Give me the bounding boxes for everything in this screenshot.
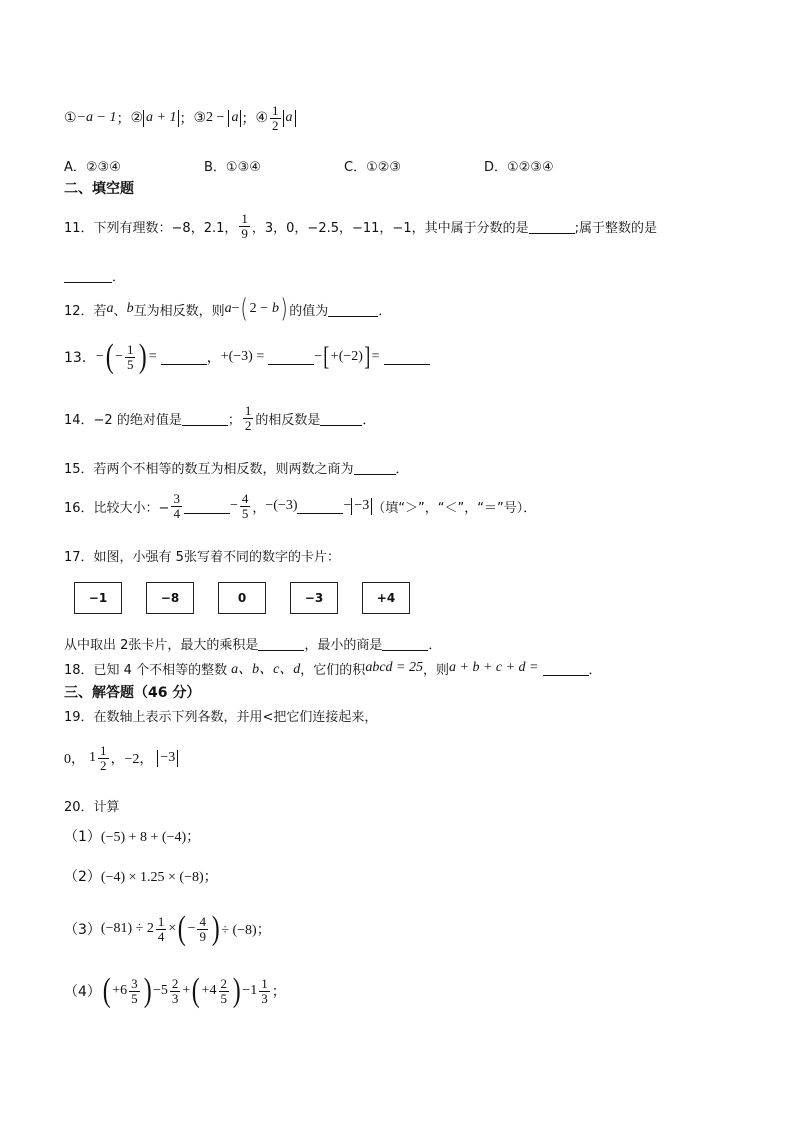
q11-continued: ． [64, 266, 125, 285]
q19-fraction: $\frac{1}{2}$ [100, 743, 107, 773]
answer-blank[interactable] [64, 268, 112, 283]
q19-numbers: 0， 1 $\frac{1}{2}$ ，−2， −3 [64, 744, 178, 772]
number-card: +4 [362, 582, 410, 614]
separator: ； [179, 111, 194, 128]
section3-title: 三、解答题（46 分） [64, 685, 201, 701]
option-b[interactable]: B．①③④ [204, 160, 261, 175]
item3-label: ③ [193, 110, 207, 127]
number-card: −1 [74, 582, 122, 614]
item2-label: ② [130, 110, 144, 127]
item3-lead: 2 − [206, 110, 225, 126]
answer-blank[interactable] [529, 219, 575, 234]
q13-fraction: $\frac{1}{5}$ [126, 341, 134, 372]
q20-part1: （1） (−5) + 8 + (−4)； [64, 829, 201, 845]
option-a[interactable]: A．②③④ [64, 160, 121, 175]
q14: 14．−2 的绝对值是 ； $\frac{1}{2}$ 的相反数是 ． [64, 403, 376, 433]
answer-blank[interactable] [161, 350, 207, 365]
q20-part4: （4） ( +6 $\frac{3}{5}$ ) −5 $\frac{2}{3}$ + ( +4 $\frac{2}{5}$ ) −1 $\frac{1}{3}$ ； [64, 972, 286, 1009]
item3-abs: a [228, 110, 241, 127]
q17: 17．如图，小强有 5张写着不同的数字的卡片： [64, 550, 340, 565]
q16-fraction-2: $\frac{4}{5}$ [241, 491, 249, 521]
q20-title: 20．计算 [64, 800, 120, 815]
separator: ； [241, 111, 256, 128]
answer-blank[interactable] [184, 499, 230, 514]
answer-blank[interactable] [382, 636, 428, 651]
q10-items [64, 104, 296, 132]
answer-blank[interactable] [328, 302, 378, 317]
q11: 11．下列有理数：−8，2.1， $\frac{1}{9}$ ，3，0，−2.5，−11，−1，其中属于分数的是 ;属于整数的是 [64, 211, 657, 241]
item4-fraction: $\frac{1}{2}$ [272, 103, 279, 133]
number-card: −8 [146, 582, 194, 614]
q16-fraction-1: $\frac{3}{4}$ [173, 491, 180, 521]
item2-abs: a + 1 [143, 110, 179, 127]
q17-followup: 从中取出 2张卡片，最大的乘积是 ，最小的商是 ． [64, 638, 442, 653]
item4-label: ④ [255, 110, 269, 127]
option-d[interactable]: D．①②③④ [484, 160, 554, 175]
q12: 12．若 a 、 b 互为相反数，则 a − ( 2 − b ) 的值为 ． [64, 294, 392, 324]
q14-fraction: $\frac{1}{2}$ [244, 403, 252, 433]
answer-blank[interactable] [384, 350, 430, 365]
answer-blank[interactable] [320, 411, 362, 426]
answer-blank[interactable] [268, 350, 314, 365]
number-card: 0 [218, 582, 266, 614]
q20-part3: （3） (−81) ÷ 2 $\frac{1}{4}$ × ( − $\frac{4}{9}$ ) ÷ (−8)； [64, 910, 271, 947]
option-c[interactable]: C．①②③ [344, 160, 402, 175]
answer-blank[interactable] [297, 499, 343, 514]
item4-abs: a [283, 110, 296, 127]
q16: 16．比较大小：− $\frac{3}{4}$ − $\frac{4}{5}$ ， −(−3) − −3 （填“＞”，“＜”，“＝”号）． [64, 491, 537, 521]
answer-blank[interactable] [543, 661, 589, 676]
answer-blank[interactable] [258, 636, 304, 651]
q15: 15．若两个不相等的数互为相反数，则两数之商为 ． [64, 462, 409, 477]
item1-expr: −a − 1 [76, 110, 117, 126]
section2-title: 二、填空题 [64, 181, 134, 197]
q19: 19．在数轴上表示下列各数，并用<把它们连接起来， [64, 710, 378, 725]
answer-blank[interactable] [182, 411, 228, 426]
answer-blank[interactable] [354, 460, 396, 475]
q18: 18．已知 4 个不相等的整数 a、b、c、d ，它们的积 abcd = 25 ，则 a + b + c + d = ． [64, 660, 602, 678]
number-card: −3 [290, 582, 338, 614]
q11-fraction: $\frac{1}{9}$ [241, 211, 248, 241]
separator: ； [116, 111, 131, 128]
item1-label: ① [64, 110, 77, 127]
q13: 13． − ( − $\frac{1}{5}$ ) = ， +(−3) = − [ +(−2) ] = [64, 340, 430, 374]
q20-part2: （2） (−4) × 1.25 × (−8)； [64, 869, 218, 885]
